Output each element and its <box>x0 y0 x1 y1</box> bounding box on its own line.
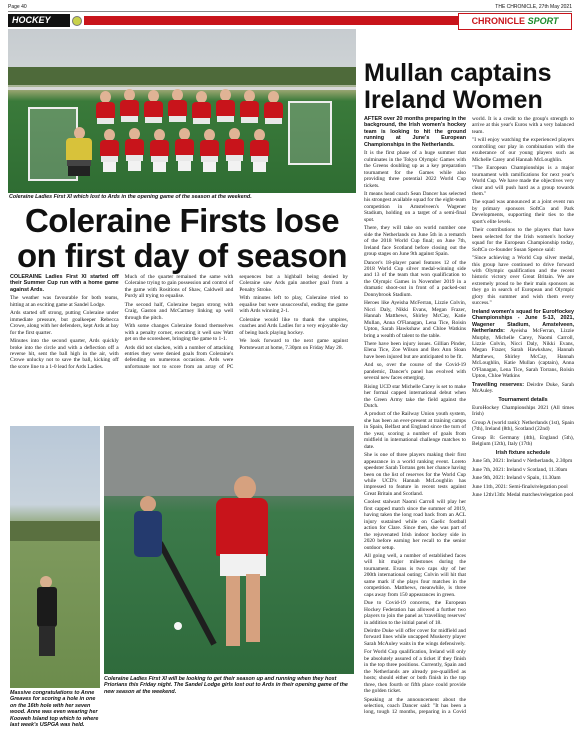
team-player <box>264 91 283 124</box>
goalkeeper <box>66 127 92 176</box>
coleraine-paragraph: Much of the quarter remained the same with Coleraine trying to gain possession and control of the game with Rositions of Shaw, Caldwell and Purdy all trying to equalise. <box>124 274 234 300</box>
team-player <box>120 89 139 122</box>
team-player <box>175 128 194 171</box>
top-rule <box>8 11 572 12</box>
team-player <box>150 129 169 172</box>
tournament-line: Group A (world rank): Netherlands (1st), Spain (7th), Ireland (8th), Scotland (22nd) <box>472 419 574 433</box>
section-label: HOCKEY <box>8 14 70 27</box>
team-photo-caption: Coleraine Ladies First XI which lost to Ards in the opening game of the season at the weekend. <box>9 194 252 200</box>
fixture-line: June 7th, 2021: Ireland v Scotland, 11.30am <box>472 466 568 473</box>
team-player <box>144 90 163 123</box>
coleraine-paragraph: Ards started off strong, putting Coleraine under immediate pressure, but goalkeeper Rebecca Crowe, along with her defenders, kept Ards at bay for the first quarter. <box>10 310 119 336</box>
mullan-paragraph: The squad was announced at a joint event run by primary sponsors SoftCo and Park Developments, supporting their ties to the sport's elite levels. <box>472 199 574 225</box>
team-player <box>168 89 187 122</box>
squad-listing <box>472 309 574 380</box>
brand-chronicle: CHRONICLE <box>471 16 526 26</box>
mullan-paragraph: Their contributions to the players that have been selected for the Irish women's hockey squad for the European Championship today, SoftCo co-founder Susan Spence said: <box>472 227 574 253</box>
mullan-article-body <box>364 116 574 720</box>
tournament-line: Group B: Germany (4th), England (5th), Belgium (12th), Italy (17th) <box>472 434 574 448</box>
mullan-paragraph: There, they will take on world number one side the Netherlands on June 5th in a rematch of the 2018 World Cup final; on June 7th, Ireland face Scotland before closing out the group stages on June 9th against Spain. <box>364 225 466 258</box>
chronicle-sport-logo <box>458 13 572 30</box>
coleraine-paragraph: We look forward to the next game against Portstewart at home, 7.30pm on Friday May 28. <box>239 338 348 351</box>
mullan-headline: Mullan captains Ireland Women <box>364 59 552 114</box>
coleraine-paragraph: Coleraine would like to thank the umpires, coaches and Ards Ladies for a very enjoyable day of being back playing hockey. <box>239 316 348 336</box>
team-player <box>100 129 119 172</box>
player-head <box>234 476 256 500</box>
brand-sport: SPORT <box>527 16 559 26</box>
player-legs <box>246 574 260 642</box>
coleraine-paragraph: The second half, Coleraine began strong with Craig, Gaston and McCartney linking up well through the pitch. <box>124 301 234 321</box>
opponent-figure <box>140 496 156 512</box>
tournament-heading: Tournament details <box>498 396 548 403</box>
coleraine-article-body <box>10 274 348 425</box>
mullan-paragraph: Speaking at the announcement about the selection, coach Dancer said: "It has been a long, tough 12 months, preparing in a Covid world. It is a credit to the group's strength to arrive at this year's Euros with a very balanced team. <box>364 116 574 716</box>
fixture-line: June 5th, 2021: Ireland v Netherlands, 2.30pm <box>472 458 573 465</box>
opponent-figure <box>134 511 162 557</box>
squad-heading: Ireland women's squad for EuroHockey Championships - June 5-13, 2021, Wagener Stadium, Amstelveen, Netherlands: <box>472 308 574 335</box>
mullan-paragraph: "The European Championships is a major tournament with ramifications for next year's World Cup. We have made the objectives very clear and will push hard as a group towards them." <box>472 165 574 197</box>
golfer-figure <box>37 587 57 627</box>
mullan-paragraph: And so, over the course of the Covid-19 pandemic, Dancer's panel has evolved with several new faces emerging. <box>364 362 466 382</box>
coleraine-paragraph: Minutes into the second quarter, Ards quickly broke into the circle and with a deflection off a reverse hit, sent the ball high in the air, with Crowe unlucky not to save the ball, kicking off the score line to a 1-0 lead for Ards Ladies. <box>10 338 119 370</box>
coleraine-headline: Coleraine Firsts lose on first day of season <box>16 202 348 274</box>
mullan-lead: AFTER over 20 months preparing in the background, the Irish women's hockey team is looking to hit the ground running at June's European Championships in the Netherlands. <box>364 116 466 148</box>
mullan-paragraph: A product of the Railway Union youth system, she has been an ever-present at training camps in Spain, Belfast and England since the turn of the year, scoring a number of goals from midfield in international challenge matches to date. <box>364 411 466 450</box>
team-player <box>192 91 211 124</box>
coleraine-paragraph: With minutes left to play, Coleraine tried to equalise but were unsuccessful, ending the game with Ards winning 2-1. <box>239 295 348 315</box>
mullan-paragraph: Coolest stalwart Naomi Carroll will play her first capped match since the summer of 2019, having taken the long road back from an ACL injury sustained while on Gaelic football action for Clare. Since then, she was part of the rejuvenated Irish indoor hockey side in 2020 before earning her recall to the senior outdoor setup. <box>364 499 466 551</box>
player-skirt <box>220 554 266 576</box>
golfer-figure <box>39 626 55 656</box>
fixture-line: June 9th, 2021: Ireland v Spain, 11.30am <box>472 475 561 482</box>
player-shirt <box>216 498 268 556</box>
mullan-paragraph: It is the first phase of a huge summer that culminates in the Tokyo Olympic Games with the Greens doubling up as a key preparation tournament for the Games while also providing three potential 2022 World Cup tickets. <box>364 150 466 189</box>
reserves-names: Deirdre Duke, Sarah McAuley. <box>472 381 574 395</box>
mullan-paragraph: There have been injury issues. Gillian Pinder, Elena Tice, Zoe Wilson and Bex Ann Sloan have been injured but are anticipated to be fit. <box>364 340 466 360</box>
coleraine-paragraph: With some changes Coleraine found themselves with a penalty corner, executing it well saw Watt get on the scoresheet, bringing the game to 1-1. <box>124 323 234 343</box>
coleraine-lead: COLERAINE Ladies First XI started off their Summer Cup run with a home game against Ards. <box>10 274 119 293</box>
golf-caption: Massive congratulations to Anne Greaves for scoring a hole in one on the 16th hole with her seven wood. Anne was even wearing her Kooweh Island top which to where last week's USPGA was held. <box>10 690 99 729</box>
team-photo <box>8 29 356 193</box>
paper-dateline: THE CHRONICLE, 27th May 2021 <box>495 4 572 10</box>
fixture-heading: Irish fixture schedule <box>495 449 551 456</box>
team-player <box>240 90 259 123</box>
team-player <box>96 91 115 124</box>
coleraine-paragraph: The weather was favourable for both teams, hitting at an exciting game at Sandel Lodge. <box>10 295 119 308</box>
team-player <box>125 128 144 171</box>
fixture-line: June 12th/13th: Medal matches/relegation pool <box>472 492 574 499</box>
mullan-paragraph: Deirdre Duke will offer cover for midfield and forward lines while uncapped Muskerry player Sarah McAuley waits in the wings defensively. <box>364 627 466 647</box>
action-caption: Coleraine Ladies First XI will be looking to get their season up and running when they host Priorians this Friday night. The Sandel Lodge girls lost out to Ards in their opening game of the new season at the weekend. <box>104 676 348 695</box>
mullan-paragraph: "Since achieving a World Cup silver medal, this group have continued to drive forward with Olympic qualification and the recent historic victory over Great Britain. We are extremely proud to be their main sponsors as they go in search of European and Olympic glory this summer and wish them every success." <box>472 255 574 307</box>
reserves-heading: Travelling reserves: <box>472 381 525 388</box>
photo-trees <box>10 521 100 541</box>
photo-trees <box>8 67 356 85</box>
photo-goal-net <box>288 101 332 165</box>
mullan-paragraph: It means head coach Sean Dancer has selected his strongest available squad for the eight-team competition in Amstelveen's Wagener Stadium, holding on a target of a semi-final spot. <box>364 190 466 223</box>
action-photo <box>104 426 354 674</box>
page-number: Page 40 <box>8 4 27 10</box>
reserves-listing <box>472 382 574 395</box>
mullan-paragraph: All going well, a number of established faces will hit major milestones during the tournament. Evans is two caps shy of her 200th international outing; Colvin will hit that same mark if she plays four matches in the competition. Matthews, meanwhile, is three caps away from 150 appearances in green. <box>364 553 466 598</box>
mullan-paragraph: Dancer's 18-player panel features 12 of the 2018 World Cup silver medal-winning side and 13 of the team that won qualification to the Olympic Games in November 2019 in a dramatic shoot-out in front of a packed-out Donnybrook Stadium. <box>364 259 466 298</box>
coleraine-paragraph: Ards did not slacken, with a number of attacking entries they were denied goals from Coleraine's defending on numerous occasions. Ards were unfortunate not to score from an array of PC sequences but a highball being denied by Coleraine saw Ards gain another goal from a Penalty Stroke. <box>124 274 348 370</box>
mullan-paragraph: Rising UCD star Michelle Carey is set to make her formal capped international debut when the Green Army take the field against the Dutch. <box>364 383 466 410</box>
paper-name: THE CHRONICLE <box>495 4 537 10</box>
mullan-paragraph: Due to Covid-19 concerns, the European Hockey Federation has allowed a further two players to join the panel as 'travelling reserves' in addition to the initial panel of 18. <box>364 600 466 626</box>
fixture-line: June 11th, 2021: Semi-finals/relegation pool <box>472 483 568 490</box>
issue-date: 27th May 2021 <box>538 4 572 10</box>
hockey-ball <box>174 622 182 630</box>
golf-photo <box>10 426 100 688</box>
squad-names: Ayeisha McFerran, Lizzie Murphy, Michelle Carey, Naomi Carroll, Lizzie Colvin, Nicci Daly, Nikki Evans, Megan Frazer, Sarah Hawkshaw, Hannah Matthews, Shirley McCay, Hannah McLoughlin, Katie Mullan (captain), Anna O'Flanagan, Lena Tice, Sarah Torrans, Roisin Upton, Chloe Watkins <box>472 328 574 380</box>
team-player <box>200 129 219 172</box>
team-player <box>225 128 244 171</box>
photo-stand <box>104 426 354 496</box>
team-player <box>250 129 269 172</box>
mullan-paragraph: She is one of three players making their first appearance in a world ranking event. Loreto speedster Sarah Torrans gets her chance having been on the list of reserves for the World Cup while UCD's Hannah McLoughlin has impressed to feature in recent tests against Great Britain and Scotland. <box>364 452 466 497</box>
mullan-paragraph: Heroes like Ayeisha McFerran, Lizzie Colvin, Nicci Daly, Nikki Evans, Megan Frazer, Hannah Matthews, Shirley McCay, Katie Mullan, Anna O'Flanagan, Lena Tice, Roisin Upton, Sarah Hawkshaw and Chloe Watkins bring a wealth of talent to the table. <box>364 300 466 339</box>
hockey-ball-icon <box>72 16 82 26</box>
player-legs <box>226 576 240 646</box>
hockey-stick <box>157 541 216 645</box>
team-player <box>216 89 235 122</box>
tournament-line: EuroHockey Championships 2021 (All times Irish) <box>472 405 574 418</box>
mullan-paragraph: "I will enjoy watching the experienced players controlling our play in combination with the exuberance of our young players such as Michelle Carey and Hannah McLoughlin. <box>472 137 574 163</box>
mullan-paragraph: For World Cup qualification, Ireland will only be absolutely assured of a ticket if they finish in the top three positions. Currently, Spain and the Netherlands are already pre-qualified as hosts; should either or both finish in the top three, then fourth or fifth place could provide the golden ticket. <box>364 649 466 695</box>
